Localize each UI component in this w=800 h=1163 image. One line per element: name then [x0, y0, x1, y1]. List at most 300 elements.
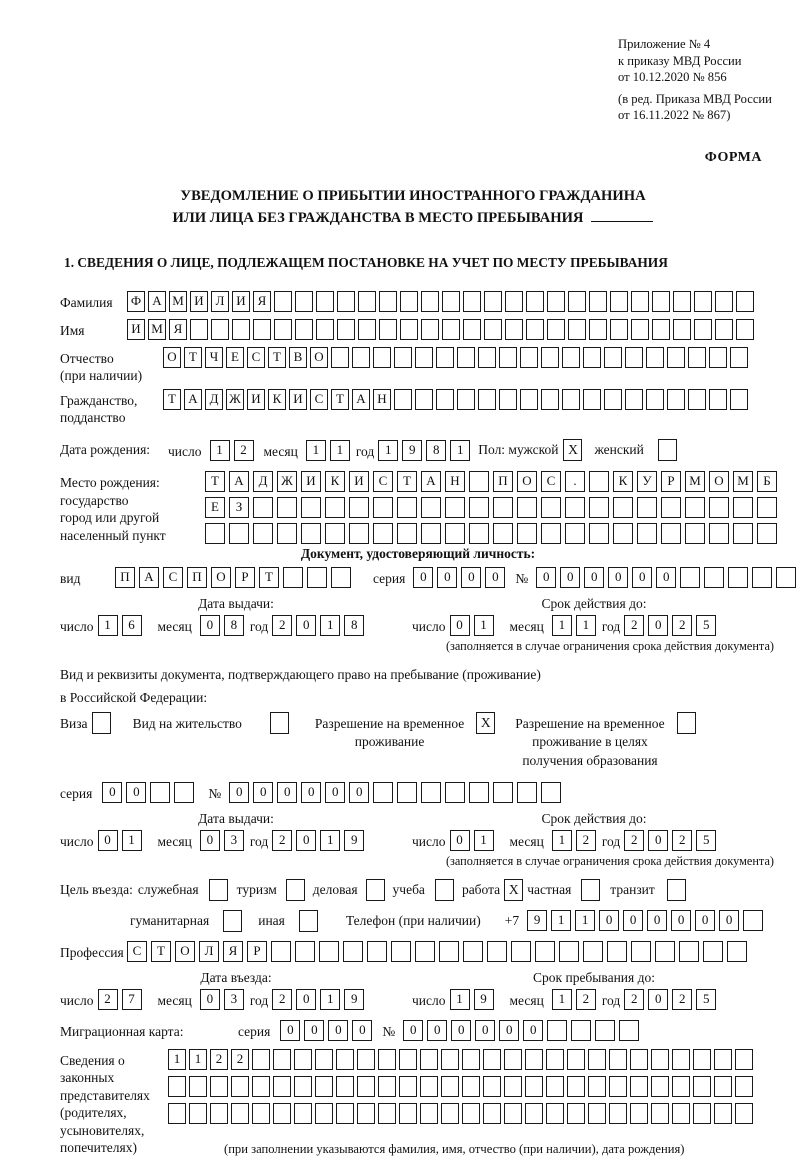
char-cell[interactable]	[493, 523, 513, 544]
char-cell[interactable]	[673, 291, 691, 312]
char-cell[interactable]	[631, 941, 651, 962]
birth-month-cells[interactable]	[306, 440, 354, 461]
char-cell[interactable]	[589, 471, 609, 492]
char-cell[interactable]	[483, 1049, 501, 1070]
doc-valid-year-cells[interactable]	[624, 615, 720, 636]
char-cell[interactable]: 1	[450, 989, 470, 1010]
representatives-cells-row3[interactable]	[168, 1103, 756, 1124]
char-cell[interactable]	[525, 1103, 543, 1124]
char-cell[interactable]: 0	[485, 567, 505, 588]
char-cell[interactable]: Н	[445, 471, 465, 492]
char-cell[interactable]: 9	[344, 989, 364, 1010]
char-cell[interactable]: А	[148, 291, 166, 312]
char-cell[interactable]: 1	[168, 1049, 186, 1070]
char-cell[interactable]: 1	[378, 440, 398, 461]
phone-cells[interactable]	[527, 910, 767, 931]
char-cell[interactable]	[325, 497, 345, 518]
char-cell[interactable]	[168, 1076, 186, 1097]
char-cell[interactable]: 0	[413, 567, 433, 588]
char-cell[interactable]: 0	[200, 989, 220, 1010]
char-cell[interactable]	[652, 291, 670, 312]
char-cell[interactable]: 0	[450, 615, 470, 636]
char-cell[interactable]	[252, 1076, 270, 1097]
char-cell[interactable]: 0	[648, 989, 668, 1010]
char-cell[interactable]	[735, 1076, 753, 1097]
char-cell[interactable]	[546, 1103, 564, 1124]
sex-female-checkbox[interactable]	[658, 439, 677, 461]
char-cell[interactable]: 0	[328, 1020, 348, 1041]
char-cell[interactable]	[619, 1020, 639, 1041]
char-cell[interactable]: 5	[696, 615, 716, 636]
char-cell[interactable]	[378, 1076, 396, 1097]
edu-permit-checkbox[interactable]	[677, 712, 696, 734]
char-cell[interactable]	[709, 347, 727, 368]
char-cell[interactable]: 0	[599, 910, 619, 931]
char-cell[interactable]	[210, 1103, 228, 1124]
char-cell[interactable]	[358, 291, 376, 312]
char-cell[interactable]	[694, 319, 712, 340]
entry-year-cells[interactable]	[272, 989, 368, 1010]
char-cell[interactable]	[735, 1103, 753, 1124]
char-cell[interactable]: 0	[280, 1020, 300, 1041]
char-cell[interactable]	[589, 523, 609, 544]
char-cell[interactable]	[462, 1103, 480, 1124]
char-cell[interactable]: И	[232, 291, 250, 312]
char-cell[interactable]	[358, 319, 376, 340]
char-cell[interactable]	[294, 1049, 312, 1070]
char-cell[interactable]	[714, 1103, 732, 1124]
char-cell[interactable]	[546, 1076, 564, 1097]
char-cell[interactable]: 2	[576, 830, 596, 851]
char-cell[interactable]	[517, 782, 537, 803]
char-cell[interactable]	[252, 1103, 270, 1124]
char-cell[interactable]: 2	[98, 989, 118, 1010]
char-cell[interactable]	[609, 1049, 627, 1070]
char-cell[interactable]	[277, 497, 297, 518]
char-cell[interactable]: 0	[671, 910, 691, 931]
char-cell[interactable]	[709, 497, 729, 518]
char-cell[interactable]	[715, 319, 733, 340]
char-cell[interactable]: З	[229, 497, 249, 518]
char-cell[interactable]: 3	[224, 989, 244, 1010]
char-cell[interactable]: 1	[552, 615, 572, 636]
char-cell[interactable]: 0	[352, 1020, 372, 1041]
char-cell[interactable]	[283, 567, 303, 588]
char-cell[interactable]	[421, 782, 441, 803]
char-cell[interactable]	[583, 389, 601, 410]
birth-place-cells-row2[interactable]	[205, 497, 781, 518]
char-cell[interactable]	[727, 941, 747, 962]
char-cell[interactable]	[394, 347, 412, 368]
char-cell[interactable]	[295, 941, 315, 962]
char-cell[interactable]	[349, 523, 369, 544]
char-cell[interactable]	[394, 389, 412, 410]
char-cell[interactable]	[415, 347, 433, 368]
char-cell[interactable]	[693, 1076, 711, 1097]
char-cell[interactable]	[520, 389, 538, 410]
char-cell[interactable]	[436, 347, 454, 368]
char-cell[interactable]	[189, 1076, 207, 1097]
char-cell[interactable]	[736, 319, 754, 340]
char-cell[interactable]	[252, 1049, 270, 1070]
char-cell[interactable]	[610, 291, 628, 312]
char-cell[interactable]	[295, 319, 313, 340]
char-cell[interactable]	[301, 497, 321, 518]
char-cell[interactable]: О	[517, 471, 537, 492]
char-cell[interactable]	[547, 319, 565, 340]
char-cell[interactable]	[493, 782, 513, 803]
char-cell[interactable]	[463, 941, 483, 962]
char-cell[interactable]: М	[169, 291, 187, 312]
char-cell[interactable]: 0	[475, 1020, 495, 1041]
char-cell[interactable]: 2	[624, 615, 644, 636]
char-cell[interactable]	[295, 291, 313, 312]
char-cell[interactable]: 0	[656, 567, 676, 588]
sex-male-checkbox[interactable]: X	[563, 439, 582, 461]
char-cell[interactable]	[379, 291, 397, 312]
migration-seria-cells[interactable]	[280, 1020, 376, 1041]
char-cell[interactable]	[728, 567, 748, 588]
char-cell[interactable]	[436, 389, 454, 410]
char-cell[interactable]	[352, 347, 370, 368]
char-cell[interactable]	[520, 347, 538, 368]
char-cell[interactable]	[637, 497, 657, 518]
char-cell[interactable]: 8	[426, 440, 446, 461]
char-cell[interactable]	[730, 347, 748, 368]
char-cell[interactable]: Н	[373, 389, 391, 410]
char-cell[interactable]	[415, 389, 433, 410]
char-cell[interactable]: 3	[224, 830, 244, 851]
char-cell[interactable]	[562, 389, 580, 410]
char-cell[interactable]: 2	[576, 989, 596, 1010]
char-cell[interactable]	[661, 523, 681, 544]
char-cell[interactable]: К	[268, 389, 286, 410]
stay-number-cells[interactable]	[229, 782, 565, 803]
char-cell[interactable]	[526, 319, 544, 340]
char-cell[interactable]: Л	[199, 941, 219, 962]
char-cell[interactable]	[517, 523, 537, 544]
char-cell[interactable]	[373, 347, 391, 368]
char-cell[interactable]: Т	[259, 567, 279, 588]
surname-cells[interactable]	[127, 291, 757, 312]
char-cell[interactable]: 0	[200, 615, 220, 636]
char-cell[interactable]: 1	[474, 830, 494, 851]
char-cell[interactable]	[337, 319, 355, 340]
char-cell[interactable]	[307, 567, 327, 588]
char-cell[interactable]	[462, 1076, 480, 1097]
char-cell[interactable]: 0	[461, 567, 481, 588]
char-cell[interactable]	[604, 347, 622, 368]
char-cell[interactable]: 1	[576, 615, 596, 636]
char-cell[interactable]	[567, 1076, 585, 1097]
char-cell[interactable]: И	[190, 291, 208, 312]
char-cell[interactable]	[316, 291, 334, 312]
char-cell[interactable]	[673, 319, 691, 340]
char-cell[interactable]	[397, 782, 417, 803]
char-cell[interactable]: 1	[210, 440, 230, 461]
char-cell[interactable]	[336, 1049, 354, 1070]
char-cell[interactable]	[445, 523, 465, 544]
char-cell[interactable]	[463, 319, 481, 340]
char-cell[interactable]	[400, 319, 418, 340]
char-cell[interactable]	[679, 941, 699, 962]
char-cell[interactable]	[469, 523, 489, 544]
char-cell[interactable]	[609, 1076, 627, 1097]
char-cell[interactable]: С	[373, 471, 393, 492]
visa-checkbox[interactable]	[92, 712, 111, 734]
char-cell[interactable]: 0	[499, 1020, 519, 1041]
char-cell[interactable]: 9	[344, 830, 364, 851]
char-cell[interactable]: 1	[320, 989, 340, 1010]
char-cell[interactable]: Т	[397, 471, 417, 492]
char-cell[interactable]	[499, 389, 517, 410]
char-cell[interactable]: 0	[229, 782, 249, 803]
char-cell[interactable]: И	[301, 471, 321, 492]
char-cell[interactable]: 0	[403, 1020, 423, 1041]
char-cell[interactable]	[150, 782, 170, 803]
char-cell[interactable]: А	[184, 389, 202, 410]
char-cell[interactable]	[294, 1076, 312, 1097]
char-cell[interactable]	[541, 523, 561, 544]
char-cell[interactable]: П	[493, 471, 513, 492]
char-cell[interactable]	[667, 347, 685, 368]
char-cell[interactable]: К	[325, 471, 345, 492]
char-cell[interactable]	[685, 497, 705, 518]
stay-until-month-cells[interactable]	[552, 989, 600, 1010]
char-cell[interactable]	[445, 497, 465, 518]
char-cell[interactable]	[546, 1049, 564, 1070]
char-cell[interactable]	[399, 1076, 417, 1097]
char-cell[interactable]: 1	[320, 615, 340, 636]
char-cell[interactable]	[349, 497, 369, 518]
char-cell[interactable]	[400, 291, 418, 312]
char-cell[interactable]	[613, 497, 633, 518]
char-cell[interactable]: Р	[235, 567, 255, 588]
char-cell[interactable]: 0	[304, 1020, 324, 1041]
char-cell[interactable]: Т	[184, 347, 202, 368]
char-cell[interactable]: 2	[272, 615, 292, 636]
char-cell[interactable]	[420, 1076, 438, 1097]
char-cell[interactable]	[568, 291, 586, 312]
patronymic-cells[interactable]	[163, 347, 751, 368]
char-cell[interactable]: И	[127, 319, 145, 340]
char-cell[interactable]: Д	[205, 389, 223, 410]
char-cell[interactable]: 6	[122, 615, 142, 636]
char-cell[interactable]	[315, 1076, 333, 1097]
char-cell[interactable]: С	[310, 389, 328, 410]
citizenship-cells[interactable]	[163, 389, 751, 410]
char-cell[interactable]	[420, 1103, 438, 1124]
char-cell[interactable]	[442, 319, 460, 340]
char-cell[interactable]: 0	[648, 830, 668, 851]
char-cell[interactable]: 1	[551, 910, 571, 931]
char-cell[interactable]	[541, 389, 559, 410]
char-cell[interactable]: Б	[757, 471, 777, 492]
char-cell[interactable]	[315, 1103, 333, 1124]
temp-permit-checkbox[interactable]: X	[476, 712, 495, 734]
char-cell[interactable]: 1	[474, 615, 494, 636]
char-cell[interactable]	[168, 1103, 186, 1124]
char-cell[interactable]	[357, 1049, 375, 1070]
char-cell[interactable]: 0	[647, 910, 667, 931]
char-cell[interactable]	[661, 497, 681, 518]
char-cell[interactable]	[504, 1076, 522, 1097]
char-cell[interactable]	[343, 941, 363, 962]
char-cell[interactable]: О	[709, 471, 729, 492]
char-cell[interactable]	[421, 319, 439, 340]
char-cell[interactable]	[511, 941, 531, 962]
char-cell[interactable]: 0	[296, 615, 316, 636]
char-cell[interactable]: Ж	[277, 471, 297, 492]
char-cell[interactable]	[457, 389, 475, 410]
char-cell[interactable]	[253, 523, 273, 544]
char-cell[interactable]	[693, 1049, 711, 1070]
char-cell[interactable]	[525, 1076, 543, 1097]
char-cell[interactable]	[439, 941, 459, 962]
char-cell[interactable]: С	[541, 471, 561, 492]
representatives-cells-row2[interactable]	[168, 1076, 756, 1097]
char-cell[interactable]	[232, 319, 250, 340]
char-cell[interactable]	[567, 1049, 585, 1070]
char-cell[interactable]	[565, 497, 585, 518]
char-cell[interactable]	[483, 1076, 501, 1097]
char-cell[interactable]	[562, 347, 580, 368]
char-cell[interactable]: У	[637, 471, 657, 492]
char-cell[interactable]: И	[247, 389, 265, 410]
char-cell[interactable]: Ч	[205, 347, 223, 368]
char-cell[interactable]: С	[127, 941, 147, 962]
char-cell[interactable]	[229, 523, 249, 544]
char-cell[interactable]	[478, 347, 496, 368]
char-cell[interactable]	[210, 1076, 228, 1097]
char-cell[interactable]: 2	[231, 1049, 249, 1070]
birth-year-cells[interactable]	[378, 440, 474, 461]
char-cell[interactable]	[367, 941, 387, 962]
char-cell[interactable]: 0	[296, 989, 316, 1010]
char-cell[interactable]: 1	[575, 910, 595, 931]
char-cell[interactable]: О	[310, 347, 328, 368]
char-cell[interactable]	[743, 910, 763, 931]
char-cell[interactable]	[373, 782, 393, 803]
char-cell[interactable]	[559, 941, 579, 962]
char-cell[interactable]	[504, 1103, 522, 1124]
char-cell[interactable]	[637, 523, 657, 544]
char-cell[interactable]	[589, 291, 607, 312]
doc-seria-cells[interactable]	[413, 567, 509, 588]
char-cell[interactable]	[379, 319, 397, 340]
char-cell[interactable]	[445, 782, 465, 803]
char-cell[interactable]: 2	[624, 830, 644, 851]
char-cell[interactable]	[547, 1020, 567, 1041]
char-cell[interactable]	[469, 782, 489, 803]
char-cell[interactable]: Т	[331, 389, 349, 410]
stay-issue-month-cells[interactable]	[200, 830, 248, 851]
char-cell[interactable]: А	[229, 471, 249, 492]
char-cell[interactable]	[588, 1076, 606, 1097]
char-cell[interactable]	[757, 523, 777, 544]
char-cell[interactable]: 0	[523, 1020, 543, 1041]
char-cell[interactable]	[714, 1076, 732, 1097]
doc-issue-month-cells[interactable]	[200, 615, 248, 636]
char-cell[interactable]: 0	[719, 910, 739, 931]
char-cell[interactable]	[625, 347, 643, 368]
char-cell[interactable]	[273, 1076, 291, 1097]
char-cell[interactable]	[652, 319, 670, 340]
char-cell[interactable]: О	[211, 567, 231, 588]
char-cell[interactable]: 0	[427, 1020, 447, 1041]
char-cell[interactable]	[704, 567, 724, 588]
char-cell[interactable]	[567, 1103, 585, 1124]
char-cell[interactable]	[469, 497, 489, 518]
doc-kind-cells[interactable]	[115, 567, 355, 588]
char-cell[interactable]	[274, 319, 292, 340]
profession-cells[interactable]	[127, 941, 751, 962]
char-cell[interactable]	[421, 291, 439, 312]
char-cell[interactable]: П	[115, 567, 135, 588]
char-cell[interactable]	[337, 291, 355, 312]
char-cell[interactable]	[315, 1049, 333, 1070]
char-cell[interactable]	[672, 1076, 690, 1097]
char-cell[interactable]	[735, 1049, 753, 1070]
stay-issue-day-cells[interactable]	[98, 830, 146, 851]
purpose-tourism-checkbox[interactable]	[286, 879, 305, 901]
char-cell[interactable]	[625, 389, 643, 410]
char-cell[interactable]	[604, 389, 622, 410]
char-cell[interactable]	[457, 347, 475, 368]
char-cell[interactable]: О	[175, 941, 195, 962]
char-cell[interactable]: Я	[253, 291, 271, 312]
char-cell[interactable]	[607, 941, 627, 962]
char-cell[interactable]	[463, 291, 481, 312]
char-cell[interactable]	[631, 291, 649, 312]
char-cell[interactable]: 0	[277, 782, 297, 803]
stay-valid-month-cells[interactable]	[552, 830, 600, 851]
doc-issue-day-cells[interactable]	[98, 615, 146, 636]
char-cell[interactable]	[693, 1103, 711, 1124]
char-cell[interactable]	[517, 497, 537, 518]
char-cell[interactable]: М	[148, 319, 166, 340]
purpose-work-checkbox[interactable]: X	[504, 879, 523, 901]
char-cell[interactable]: В	[289, 347, 307, 368]
char-cell[interactable]	[273, 1049, 291, 1070]
char-cell[interactable]: 0	[623, 910, 643, 931]
char-cell[interactable]	[655, 941, 675, 962]
char-cell[interactable]	[484, 291, 502, 312]
char-cell[interactable]	[484, 319, 502, 340]
char-cell[interactable]: Я	[223, 941, 243, 962]
char-cell[interactable]	[441, 1049, 459, 1070]
char-cell[interactable]: 9	[474, 989, 494, 1010]
char-cell[interactable]: 2	[272, 830, 292, 851]
doc-number-cells[interactable]	[536, 567, 800, 588]
char-cell[interactable]	[630, 1049, 648, 1070]
char-cell[interactable]	[253, 497, 273, 518]
char-cell[interactable]	[526, 291, 544, 312]
char-cell[interactable]: Т	[163, 389, 181, 410]
char-cell[interactable]: С	[163, 567, 183, 588]
char-cell[interactable]: 9	[402, 440, 422, 461]
char-cell[interactable]: 0	[560, 567, 580, 588]
char-cell[interactable]: 0	[695, 910, 715, 931]
char-cell[interactable]	[651, 1049, 669, 1070]
char-cell[interactable]	[588, 1103, 606, 1124]
char-cell[interactable]	[571, 1020, 591, 1041]
char-cell[interactable]: 1	[98, 615, 118, 636]
char-cell[interactable]: 0	[126, 782, 146, 803]
char-cell[interactable]	[231, 1076, 249, 1097]
purpose-humanitarian-checkbox[interactable]	[223, 910, 242, 932]
char-cell[interactable]	[469, 471, 489, 492]
